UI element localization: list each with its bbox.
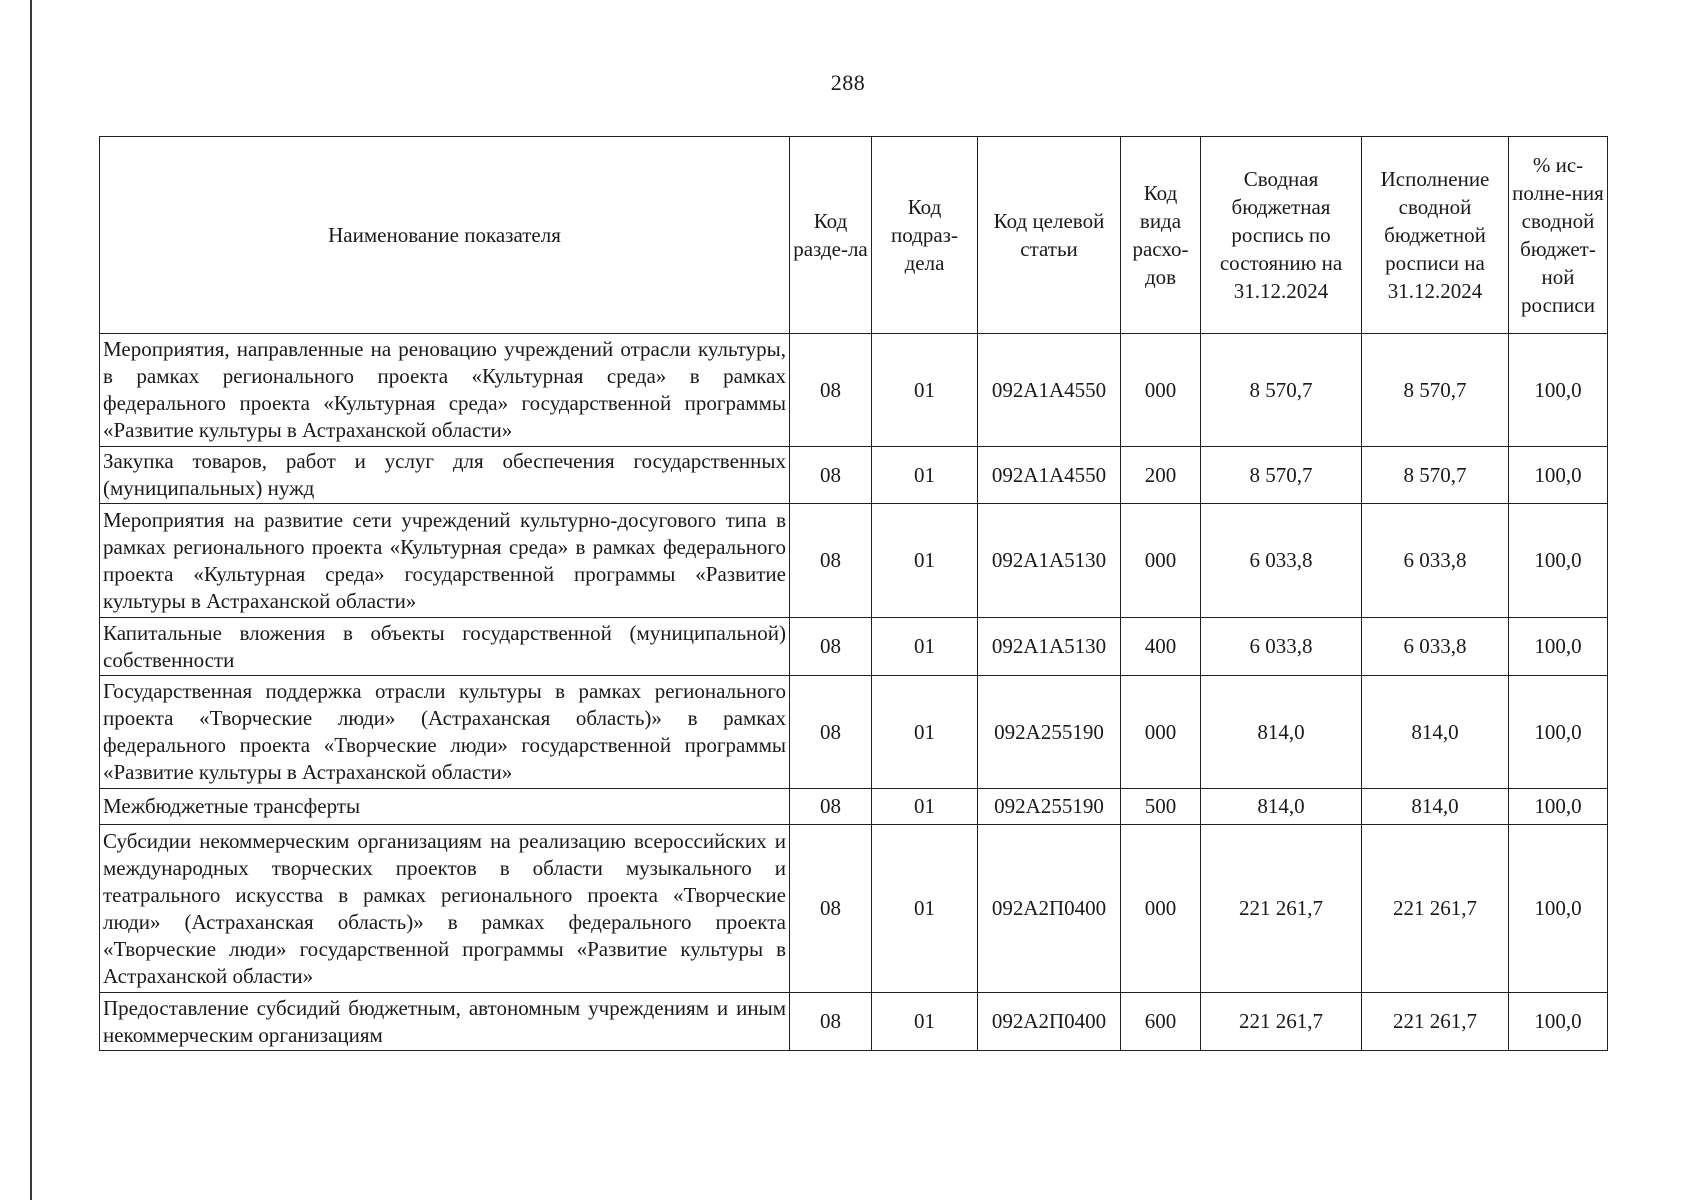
table-row	[100, 789, 1608, 825]
row-section-code: 08	[790, 504, 872, 618]
row-expense-type-code: 000	[1121, 825, 1201, 993]
row-expense-type-code: 000	[1121, 334, 1201, 447]
row-name: Мероприятия, направленные на реновацию учреждений отрасли культуры, в рамках регионального проекта «Культурная среда» в рамках федерального проекта «Культурная среда» государственной программы «Развитие культуры в Астраханской области»	[100, 334, 790, 447]
page-number: 288	[830, 70, 866, 95]
table-row	[100, 676, 1608, 789]
row-percent: 100,0	[1509, 825, 1608, 993]
row-section-code: 08	[790, 676, 872, 789]
row-execution: 814,0	[1362, 789, 1509, 825]
row-name: Субсидии некоммерческим организациям на реализацию всероссийских и международных творческих проектов в области музыкального и театрального искусства в рамках регионального проекта «Творческие люди» (Астраханская область)» в рамках федерального проекта «Творческие люди» государственной программы «Развитие культуры в Астраханской области»	[100, 825, 790, 993]
row-execution: 8 570,7	[1362, 334, 1509, 447]
row-execution: 6 033,8	[1362, 504, 1509, 618]
row-percent: 100,0	[1509, 447, 1608, 504]
row-name: Мероприятия на развитие сети учреждений культурно-досугового типа в рамках регионального проекта «Культурная среда» в рамках федерального проекта «Культурная среда» государственной программы «Развитие культуры в Астраханской области»	[100, 504, 790, 618]
row-target-code: 092A1A5130	[978, 504, 1121, 618]
header-percent: % ис-полне-ния сводной бюджет-ной росписи	[1509, 137, 1608, 334]
row-budget: 814,0	[1201, 789, 1362, 825]
header-name: Наименование показателя	[100, 137, 790, 334]
row-subsection-code: 01	[872, 676, 978, 789]
row-target-code: 092A2П0400	[978, 993, 1121, 1051]
row-percent: 100,0	[1509, 789, 1608, 825]
row-expense-type-code: 600	[1121, 993, 1201, 1051]
row-execution: 221 261,7	[1362, 993, 1509, 1051]
table-row	[100, 993, 1608, 1051]
row-section-code: 08	[790, 789, 872, 825]
binding-edge-line	[30, 0, 32, 1200]
table-row	[100, 504, 1608, 618]
row-target-code: 092A2П0400	[978, 825, 1121, 993]
row-budget: 6 033,8	[1201, 504, 1362, 618]
table-row	[100, 447, 1608, 504]
row-section-code: 08	[790, 825, 872, 993]
row-subsection-code: 01	[872, 993, 978, 1051]
row-name: Капитальные вложения в объекты государственной (муниципальной) собственности	[100, 618, 790, 676]
header-subsection-code: Код подраз-дела	[872, 137, 978, 334]
row-budget: 221 261,7	[1201, 993, 1362, 1051]
header-expense-type-code: Код вида расхо-дов	[1121, 137, 1201, 334]
row-percent: 100,0	[1509, 676, 1608, 789]
row-subsection-code: 01	[872, 618, 978, 676]
row-percent: 100,0	[1509, 504, 1608, 618]
row-percent: 100,0	[1509, 334, 1608, 447]
row-name: Государственная поддержка отрасли культуры в рамках регионального проекта «Творческие люди» (Астраханская область)» в рамках федерального проекта «Творческие люди» государственной программы «Развитие культуры в Астраханской области»	[100, 676, 790, 789]
row-execution: 6 033,8	[1362, 618, 1509, 676]
row-target-code: 092A255190	[978, 789, 1121, 825]
row-target-code: 092A1A4550	[978, 447, 1121, 504]
header-execution: Исполнение сводной бюджетной росписи на 31.12.2024	[1362, 137, 1509, 334]
row-execution: 814,0	[1362, 676, 1509, 789]
table-row	[100, 618, 1608, 676]
row-section-code: 08	[790, 447, 872, 504]
table-row	[100, 825, 1608, 993]
row-budget: 8 570,7	[1201, 334, 1362, 447]
row-execution: 8 570,7	[1362, 447, 1509, 504]
row-section-code: 08	[790, 993, 872, 1051]
row-section-code: 08	[790, 334, 872, 447]
row-subsection-code: 01	[872, 334, 978, 447]
table-header-row	[100, 137, 1608, 334]
row-subsection-code: 01	[872, 789, 978, 825]
header-section-code: Код разде-ла	[790, 137, 872, 334]
row-expense-type-code: 200	[1121, 447, 1201, 504]
row-target-code: 092A1A4550	[978, 334, 1121, 447]
row-target-code: 092A255190	[978, 676, 1121, 789]
row-name: Межбюджетные трансферты	[100, 789, 790, 825]
row-subsection-code: 01	[872, 825, 978, 993]
header-budget: Сводная бюджетная роспись по состоянию на 31.12.2024	[1201, 137, 1362, 334]
header-target-code: Код целевой статьи	[978, 137, 1121, 334]
row-percent: 100,0	[1509, 993, 1608, 1051]
row-budget: 6 033,8	[1201, 618, 1362, 676]
budget-execution-table	[99, 136, 1608, 1051]
row-expense-type-code: 000	[1121, 504, 1201, 618]
row-name: Предоставление субсидий бюджетным, автономным учреждениям и иным некоммерческим организациям	[100, 993, 790, 1051]
row-expense-type-code: 000	[1121, 676, 1201, 789]
row-target-code: 092A1A5130	[978, 618, 1121, 676]
row-name: Закупка товаров, работ и услуг для обеспечения государственных (муниципальных) нужд	[100, 447, 790, 504]
row-subsection-code: 01	[872, 504, 978, 618]
row-execution: 221 261,7	[1362, 825, 1509, 993]
row-expense-type-code: 500	[1121, 789, 1201, 825]
row-section-code: 08	[790, 618, 872, 676]
row-percent: 100,0	[1509, 618, 1608, 676]
row-budget: 814,0	[1201, 676, 1362, 789]
row-subsection-code: 01	[872, 447, 978, 504]
table-row	[100, 334, 1608, 447]
row-budget: 221 261,7	[1201, 825, 1362, 993]
row-expense-type-code: 400	[1121, 618, 1201, 676]
row-budget: 8 570,7	[1201, 447, 1362, 504]
